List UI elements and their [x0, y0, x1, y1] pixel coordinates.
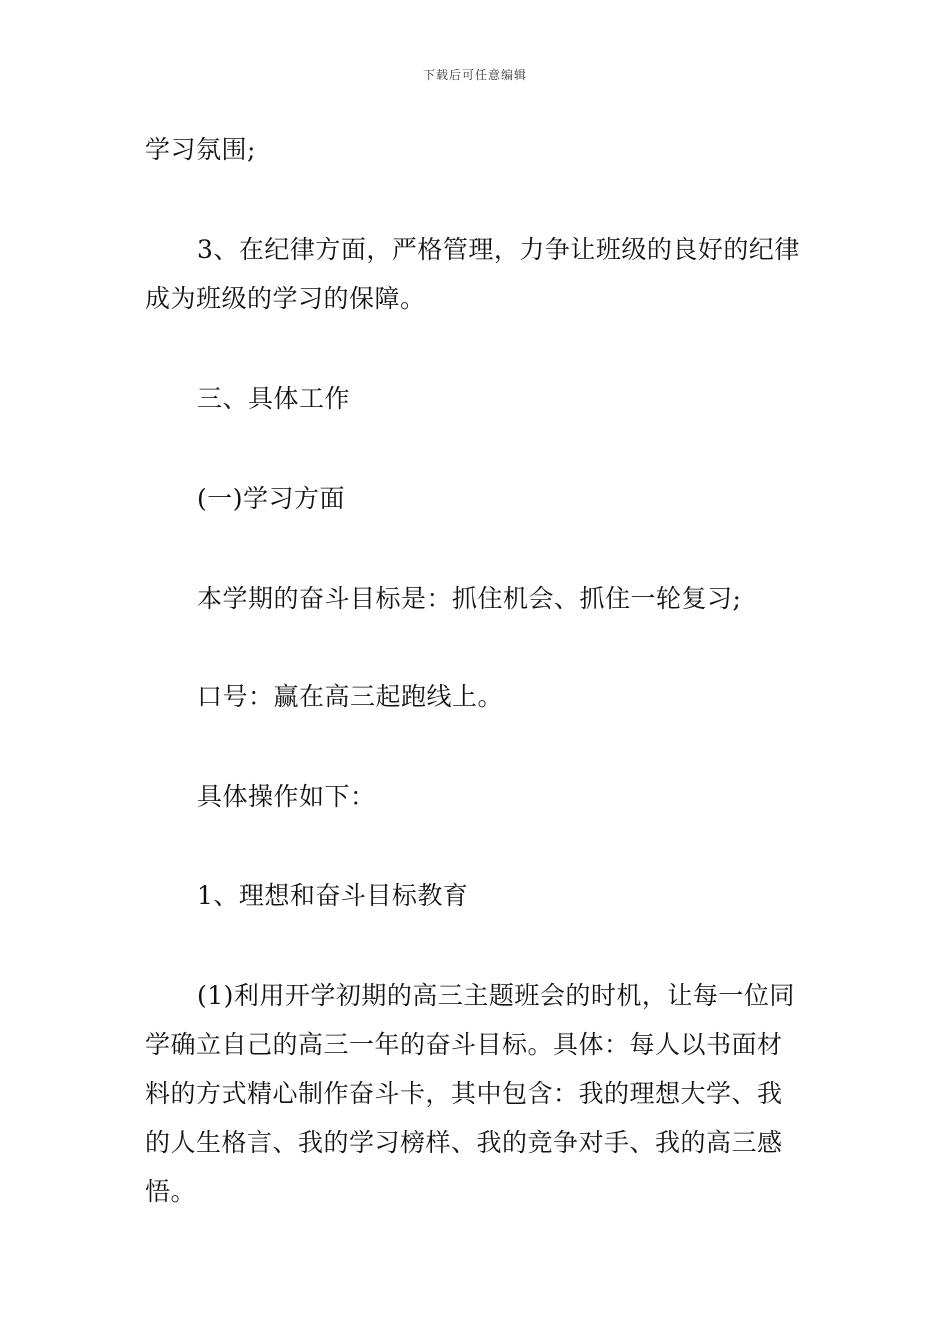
text-line: 学确立自己的高三一年的奋斗目标。具体：每人以书面材: [145, 1030, 783, 1059]
text-line: 料的方式精心制作奋斗卡，其中包含：我的理想大学、我: [145, 1079, 783, 1108]
text-line: 的人生格言、我的学习榜样、我的竞争对手、我的高三感: [145, 1128, 783, 1157]
text-line: (一)学习方面: [197, 484, 346, 513]
section-heading-specific-work: [145, 374, 807, 423]
text-line: 口号：赢在高三起跑线上。: [197, 682, 504, 711]
page-header: 下载后可任意编辑: [422, 68, 527, 82]
text-line: 悟。: [145, 1177, 197, 1206]
text-line: 具体操作如下：: [197, 782, 376, 811]
paragraph-semester-goal: [145, 574, 807, 623]
paragraph-discipline: [145, 225, 807, 323]
text-line: 本学期的奋斗目标是：抓住机会、抓住一轮复习;: [197, 584, 742, 613]
paragraph-class-meeting: [145, 971, 807, 1216]
text-line: 成为班级的学习的保障。: [145, 284, 426, 313]
text-line: 3、在纪律方面，严格管理，力争让班级的良好的纪律: [197, 235, 800, 264]
item-heading-goal-education: [145, 871, 807, 920]
subsection-heading-study: [145, 474, 807, 523]
text-line: (1)利用开学初期的高三主题班会的时机，让每一位同: [197, 981, 795, 1010]
paragraph-slogan: [145, 672, 807, 721]
text-line: 学习氛围;: [145, 135, 256, 164]
paragraph-operations: [145, 772, 807, 821]
paragraph-study-atmosphere: [145, 125, 807, 174]
text-line: 1、理想和奋斗目标教育: [197, 881, 469, 910]
text-line: 三、具体工作: [197, 384, 351, 413]
